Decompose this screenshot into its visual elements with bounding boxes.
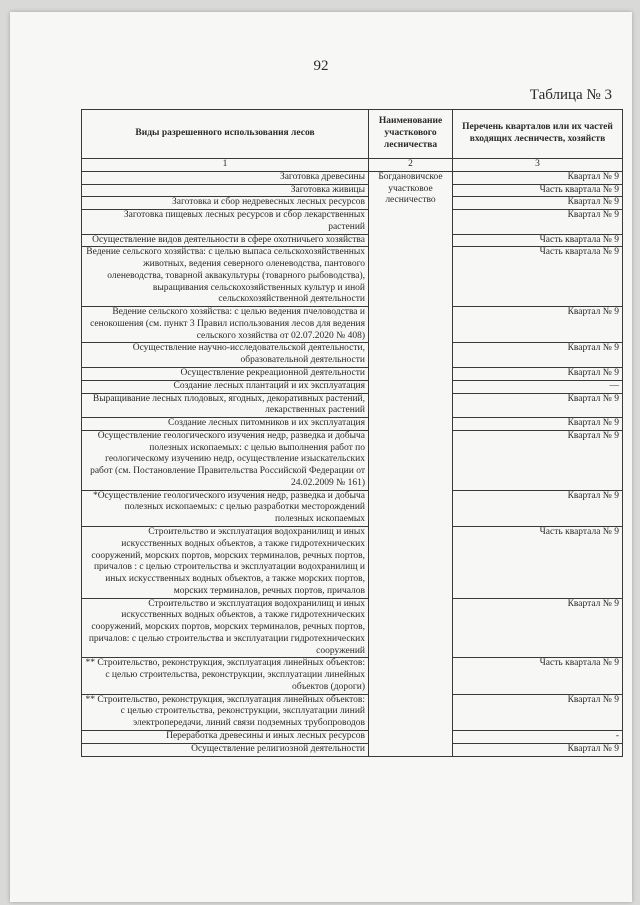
quarter-cell: Квартал № 9 [453, 210, 623, 235]
table-row [82, 598, 623, 658]
quarter-cell: - [453, 730, 623, 743]
table-row [82, 658, 623, 694]
quarter-cell: Часть квартала № 9 [453, 234, 623, 247]
use-type-cell: Ведение сельского хозяйства: с целью выпаса сельскохозяйственных животных, ведения северного оленеводства, пантового оленеводства, товарной аквакультуры (товарного рыбоводства), выращивания сельскохозяйственных культур и иной сельскохозяйственной деятельности [82, 247, 369, 307]
table-row [82, 234, 623, 247]
table-label: Таблица № 3 [529, 87, 612, 103]
table-row [82, 171, 623, 184]
quarter-cell: — [453, 380, 623, 393]
forestry-name-cell: Богдановичское участковое лесничество [369, 171, 453, 756]
quarter-cell: Квартал № 9 [453, 171, 623, 184]
use-type-cell: Осуществление рекреационной деятельности [82, 368, 369, 381]
table-row [82, 393, 623, 418]
table-row [82, 490, 623, 526]
document-page [10, 12, 632, 902]
table-row [82, 418, 623, 431]
table-row [82, 694, 623, 730]
use-type-cell: Выращивание лесных плодовых, ягодных, декоративных растений, лекарственных растений [82, 393, 369, 418]
quarter-cell: Квартал № 9 [453, 307, 623, 343]
quarter-cell: Квартал № 9 [453, 368, 623, 381]
header-quarters-list: Перечень кварталов или их частей входящих лесничеств, хозяйств [453, 110, 623, 159]
column-number: 1 [82, 159, 369, 172]
forest-use-table [81, 109, 623, 757]
table-row [82, 430, 623, 490]
quarter-cell: Квартал № 9 [453, 197, 623, 210]
table-row [82, 368, 623, 381]
table-row [82, 730, 623, 743]
quarter-cell: Часть квартала № 9 [453, 247, 623, 307]
table-row [82, 380, 623, 393]
use-type-cell: Строительство и эксплуатация водохранилищ и иных искусственных водных объектов, а также гидротехнических сооружений, морских портов, морских терминалов, речных портов, причалов: с целью строительства и эксплуатации гидротехнических сооружений [82, 598, 369, 658]
table-row [82, 184, 623, 197]
quarter-cell: Квартал № 9 [453, 418, 623, 431]
quarter-cell: Часть квартала № 9 [453, 658, 623, 694]
use-type-cell: Ведение сельского хозяйства: с целью ведения пчеловодства и сенокошения (см. пункт 3 Правил использования лесов для ведения сельского хозяйства от 02.07.2020 № 408) [82, 307, 369, 343]
use-type-cell: Переработка древесины и иных лесных ресурсов [82, 730, 369, 743]
table-row [82, 526, 623, 598]
table-row [82, 307, 623, 343]
quarter-cell: Квартал № 9 [453, 598, 623, 658]
use-type-cell: Создание лесных питомников и их эксплуатация [82, 418, 369, 431]
use-type-cell: Осуществление видов деятельности в сфере охотничьего хозяйства [82, 234, 369, 247]
use-type-cell: ** Строительство, реконструкция, эксплуатация линейных объектов: с целью строительства, реконструкции, эксплуатации линейных объектов (дороги) [82, 658, 369, 694]
table-row [82, 743, 623, 756]
header-forestry-name: Наименование участкового лесничества [369, 110, 453, 159]
column-number: 3 [453, 159, 623, 172]
use-type-cell: Заготовка древесины [82, 171, 369, 184]
use-type-cell: Строительство и эксплуатация водохранилищ и иных искусственных водных объектов, а также гидротехнических сооружений, морских портов, морских терминалов, речных портов, причалов : с целью строительства и эксплуатации водохранилищ и иных искусственных водных объектов, а также морских портов, морских терминалов, речных портов, причалов [82, 526, 369, 598]
column-number-row [82, 159, 623, 172]
quarter-cell: Квартал № 9 [453, 430, 623, 490]
table-row [82, 343, 623, 368]
quarter-cell: Квартал № 9 [453, 694, 623, 730]
quarter-cell: Часть квартала № 9 [453, 526, 623, 598]
quarter-cell: Квартал № 9 [453, 343, 623, 368]
quarter-cell: Квартал № 9 [453, 393, 623, 418]
use-type-cell: Осуществление научно-исследовательской деятельности, образовательной деятельности [82, 343, 369, 368]
header-use-types: Виды разрешенного использования лесов [82, 110, 369, 159]
use-type-cell: Осуществление религиозной деятельности [82, 743, 369, 756]
table-header-row [82, 110, 623, 159]
quarter-cell: Квартал № 9 [453, 743, 623, 756]
page-number: 92 [313, 58, 329, 74]
use-type-cell: *Осуществление геологического изучения недр, разведка и добыча полезных ископаемых: с целью разработки месторождений полезных ископаемых [82, 490, 369, 526]
use-type-cell: Заготовка и сбор недревесных лесных ресурсов [82, 197, 369, 210]
quarter-cell: Квартал № 9 [453, 490, 623, 526]
column-number: 2 [369, 159, 453, 172]
table-row [82, 247, 623, 307]
use-type-cell: Осуществление геологического изучения недр, разведка и добыча полезных ископаемых: с целью выполнения работ по геологическому изучению недр, осуществление изыскательских работ (см. Постановление Правительства Российской Федерации от 24.02.2009 № 161) [82, 430, 369, 490]
table-row [82, 210, 623, 235]
use-type-cell: Заготовка пищевых лесных ресурсов и сбор лекарственных растений [82, 210, 369, 235]
use-type-cell: Заготовка живицы [82, 184, 369, 197]
quarter-cell: Часть квартала № 9 [453, 184, 623, 197]
use-type-cell: ** Строительство, реконструкция, эксплуатация линейных объектов: с целью строительства, реконструкции, эксплуатации линий электропередачи, линий связи подземных трубопроводов [82, 694, 369, 730]
use-type-cell: Создание лесных плантаций и их эксплуатация [82, 380, 369, 393]
table-row [82, 197, 623, 210]
